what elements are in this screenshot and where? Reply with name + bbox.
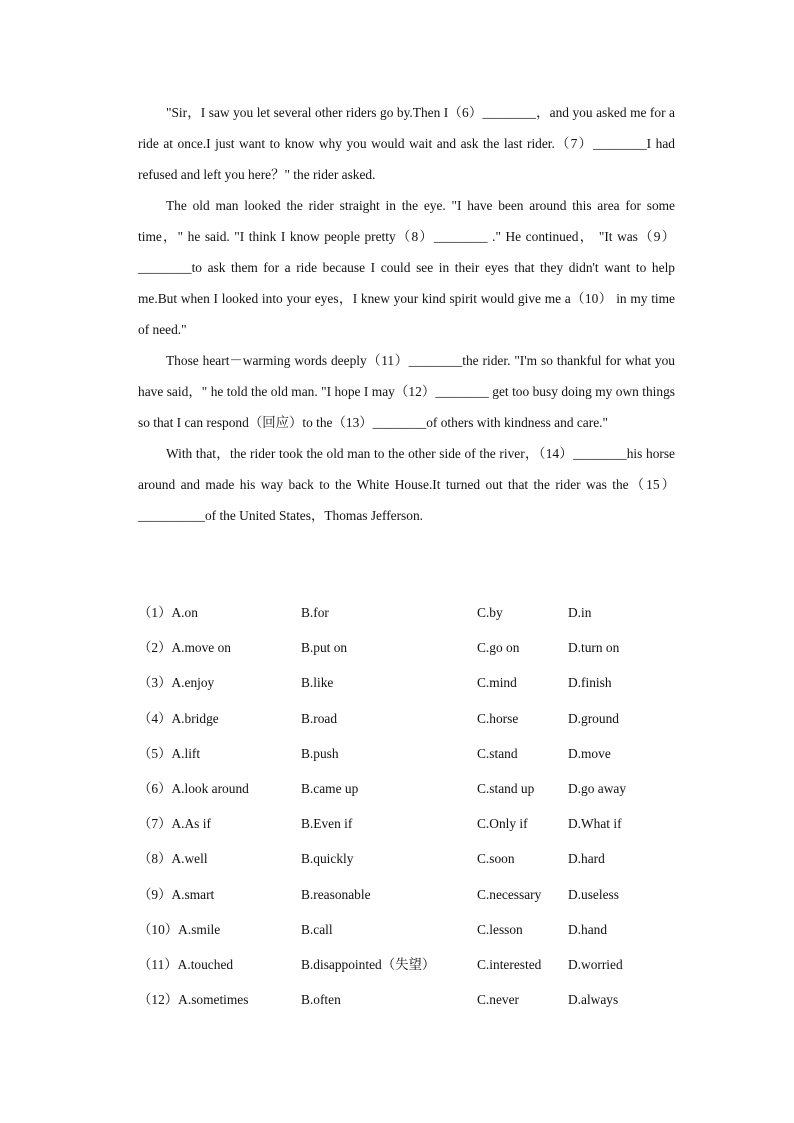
- option-b: B.disappointed（失望）: [301, 956, 436, 972]
- option-d: D.finish: [568, 675, 612, 691]
- option-b: B.road: [301, 710, 338, 726]
- option-row: [138, 739, 698, 774]
- option-row: [138, 985, 698, 1020]
- option-row: [138, 880, 698, 915]
- option-c: C.go on: [477, 640, 520, 656]
- option-row: [138, 598, 698, 633]
- option-a: （6）A.look around: [138, 780, 249, 796]
- option-a: （2）A.move on: [138, 640, 231, 656]
- option-d: D.always: [568, 992, 619, 1008]
- option-b: B.call: [301, 921, 333, 937]
- option-d: D.useless: [568, 886, 619, 902]
- option-d: D.move: [568, 745, 611, 761]
- option-row: [138, 668, 698, 703]
- option-d: D.turn on: [568, 640, 620, 656]
- option-b: B.came up: [301, 780, 359, 796]
- option-c: C.mind: [477, 675, 517, 691]
- option-a: （11）A.touched: [138, 956, 234, 972]
- option-row: [138, 633, 698, 668]
- option-b: B.put on: [301, 640, 348, 656]
- passage-paragraph-2: The old man looked the rider straight in the eye. "I have been around this area for some time，" he said. "I think I know people pretty（8）________ ." He continued， "It was（9）________to ask them for a ride because I could see in their eyes that they didn't want to help me.But when I looked into your eyes，I knew your kind spirit would give me a（10） in my time of need.": [138, 198, 675, 337]
- option-c: C.lesson: [477, 921, 523, 937]
- option-a: （9）A.smart: [138, 886, 215, 902]
- option-a: （1）A.on: [138, 605, 198, 620]
- option-row: [138, 844, 698, 879]
- option-row: [138, 704, 698, 739]
- option-row: [138, 950, 698, 985]
- option-a: （8）A.well: [138, 851, 208, 867]
- option-b: B.often: [301, 992, 341, 1008]
- passage-paragraph-4: With that，the rider took the old man to the other side of the river，（14）________his horse around and made his way back to the White House.It turned out that the rider was the（15）__________of the United States，Thomas Jefferson.: [138, 446, 675, 523]
- option-a: （7）A.As if: [138, 816, 211, 832]
- option-c: C.soon: [477, 851, 515, 867]
- option-a: （3）A.enjoy: [138, 675, 215, 691]
- option-c: C.horse: [477, 710, 519, 726]
- option-b: B.push: [301, 745, 339, 761]
- option-b: B.Even if: [301, 816, 353, 832]
- passage-paragraph-3: Those heart－warming words deeply（11）________the rider. "I'm so thankful for what you have said，" he told the old man. "I hope I may（12）________ get too busy doing my own things so that I can respond（回应）to the（13）________of others with kindness and care.": [138, 353, 675, 430]
- reading-passage: [138, 97, 675, 531]
- option-c: C.interested: [477, 956, 542, 972]
- option-c: C.stand: [477, 745, 518, 761]
- option-d: D.What if: [568, 816, 622, 832]
- option-a: （10）A.smile: [138, 921, 221, 937]
- passage-paragraph-1: "Sir，I saw you let several other riders go by.Then I（6）________，and you asked me for a ride at once.I just want to know why you would wait and ask the last rider.（7）________I had refused and left you here？" the rider asked.: [138, 105, 675, 182]
- answer-options: [138, 598, 698, 1020]
- option-d: D.in: [568, 605, 592, 620]
- option-d: D.go away: [568, 780, 627, 796]
- option-b: B.reasonable: [301, 886, 371, 902]
- option-c: C.necessary: [477, 886, 542, 902]
- option-c: C.stand up: [477, 780, 535, 796]
- option-row: [138, 774, 698, 809]
- option-c: C.never: [477, 992, 520, 1008]
- option-row: [138, 915, 698, 950]
- option-b: B.for: [301, 605, 329, 620]
- option-a: （12）A.sometimes: [138, 992, 249, 1008]
- option-d: D.ground: [568, 710, 619, 726]
- option-b: B.quickly: [301, 851, 354, 867]
- option-b: B.like: [301, 675, 334, 691]
- option-c: C.by: [477, 605, 503, 620]
- option-a: （5）A.lift: [138, 745, 201, 761]
- option-d: D.hand: [568, 921, 608, 937]
- option-d: D.hard: [568, 851, 605, 867]
- option-c: C.Only if: [477, 816, 528, 832]
- option-a: （4）A.bridge: [138, 710, 219, 726]
- option-row: [138, 809, 698, 844]
- option-d: D.worried: [568, 956, 623, 972]
